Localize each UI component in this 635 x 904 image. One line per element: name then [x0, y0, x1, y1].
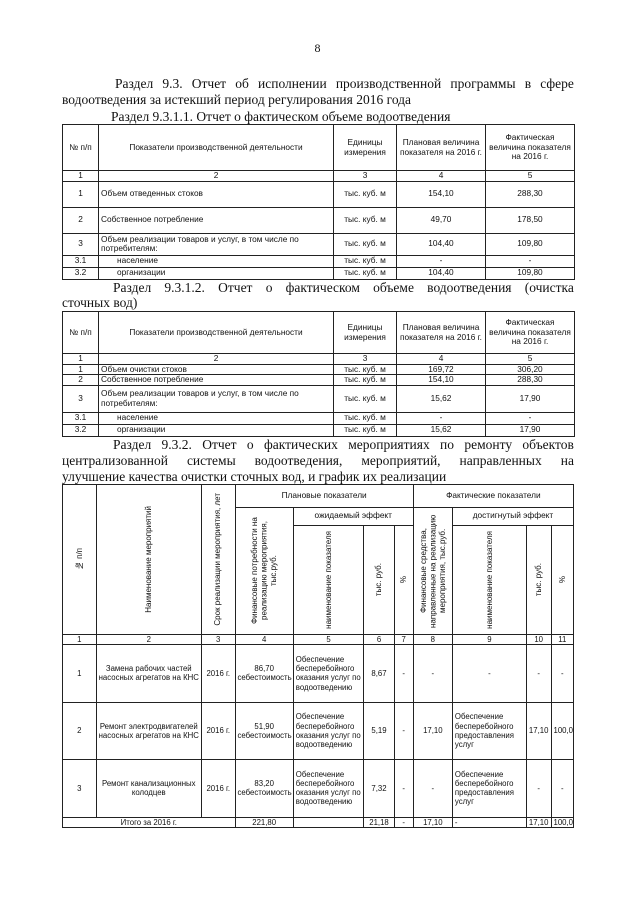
table-row: 3 Ремонт канализационных колодцев 2016 г. 83,20 себестоимость Обеспечение бесперебойного оказания услуг по водоотведению 7,32 - - Обеспечение бесперебойного предоставления услуг - - — [63, 760, 574, 817]
column-number-row: 1 2 3 4 5 — [63, 171, 575, 182]
table-row: 1 Объем отведенных стоков тыс. куб. м 154,10 288,30 — [63, 181, 575, 207]
table-row: 3.2 организации тыс. куб. м 15,62 17,90 — [63, 424, 575, 436]
section-9-3-1-1-title: Раздел 9.3.1.1. Отчет о фактическом объеме водоотведения — [111, 109, 451, 124]
section-9-3-2-heading-line1: Раздел 9.3.2. Отчет о фактических мероприятиях по ремонту объектов — [113, 437, 574, 452]
table-row: 1 Замена рабочих частей насосных агрегатов на КНС 2016 г. 86,70 себестоимость Обеспечение бесперебойного оказания услуг по водоотведению 8,67 - - - - - — [63, 645, 574, 702]
table-header-row: № п/п Показатели производственной деятельности Единицы измерения Плановая величина показателя на 2016 г. Фактическая величина показателя на 2016 г. — [63, 312, 575, 354]
table-row: 3 Объем реализации товаров и услуг, в том числе по потребителям: тыс. куб. м 104,40 109,80 — [63, 233, 575, 255]
table-row: 3 Объем реализации товаров и услуг, в том числе по потребителям: тыс. куб. м 15,62 17,90 — [63, 385, 575, 412]
section-9-3-2-heading-line2: централизованной системы водоотведения, мероприятий, направленных на — [62, 453, 574, 468]
table-row: 3.1 население тыс. куб. м - - — [63, 412, 575, 424]
table-row: 3.1 население тыс. куб. м - - — [63, 255, 575, 267]
section-9-3-2-heading-line3: улучшение качества очистки сточных вод, и график их реализации — [62, 469, 447, 484]
table-header-row: наименование показателя тыс. руб. % наименование показателя тыс. руб. % — [63, 526, 574, 635]
table-header-row: № п/п Показатели производственной деятельности Единицы измерения Плановая величина показателя на 2016 г. Фактическая величина показателя на 2016 г. — [63, 125, 575, 171]
page-number: 8 — [314, 41, 321, 55]
section-9-3-heading-line2: водоотведения за истекший период регулирования 2016 года — [62, 92, 412, 107]
table-row: 3.2 организации тыс. куб. м 104,40 109,80 — [63, 267, 575, 279]
table-row: 2 Собственное потребление тыс. куб. м 154,10 288,30 — [63, 375, 575, 386]
table-header-row: № п/п Наименование мероприятий Срок реализации мероприятия, лет Плановые показатели Фактические показатели — [63, 485, 574, 508]
table-repair-measures — [62, 484, 574, 828]
table-wastewater-treatment — [62, 311, 575, 437]
table-total-row: Итого за 2016 г. 221,80 21,18 - 17,10 - 17,10 100,0 — [63, 817, 574, 828]
column-number-row: 1 2 3 4 5 — [63, 354, 575, 365]
column-number-row: 1 2 3 4 5 6 7 8 9 10 11 — [63, 634, 574, 644]
table-row: 1 Объем очистки стоков тыс. куб. м 169,72 306,20 — [63, 364, 575, 375]
table-volume-drainage — [62, 124, 575, 280]
section-9-3-1-2-heading-line1: Раздел 9.3.1.2. Отчет о фактическом объеме водоотведения (очистка — [113, 280, 574, 295]
section-9-3-heading-line1: Раздел 9.3. Отчет об исполнении производственной программы в сфере — [115, 76, 574, 91]
table-header-row: Финансовые потребности на реализацию мероприятия, тыс.руб. ожидаемый эффект Финансовые средства, направленные на реализацию мероприятия, тыс.руб. достигнутый эффект — [63, 507, 574, 525]
table-row: 2 Собственное потребление тыс. куб. м 49,70 178,50 — [63, 207, 575, 233]
section-9-3-1-2-heading-line2: сточных вод) — [62, 295, 138, 310]
table-row: 2 Ремонт электродвигателей насосных агрегатов на КНС 2016 г. 51,90 себестоимость Обеспечение бесперебойного оказания услуг по водоотведению 5,19 - 17,10 Обеспечение бесперебойного предоставления услуг 17,10 100,0 — [63, 702, 574, 759]
